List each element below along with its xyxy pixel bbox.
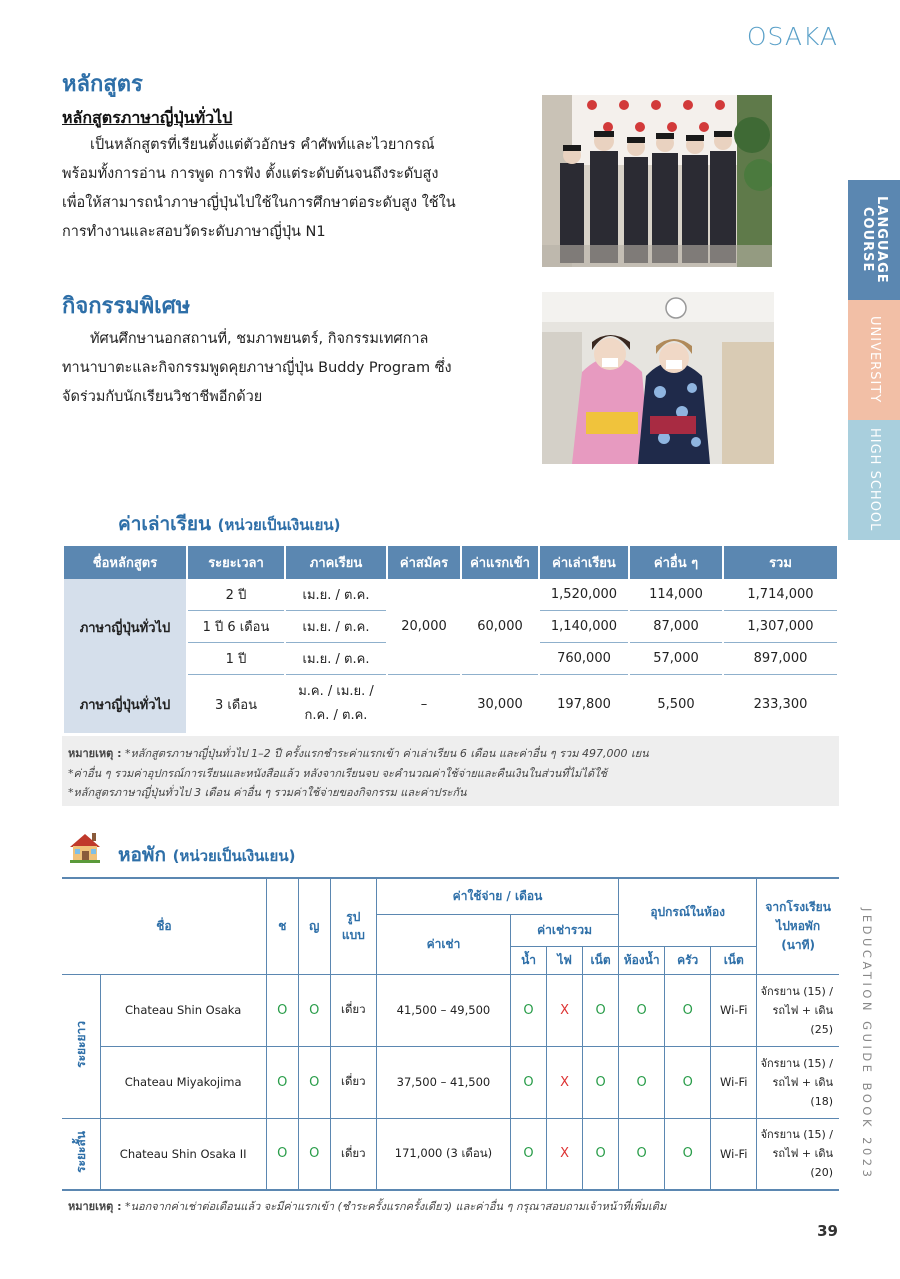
students-group-photo: [542, 95, 772, 267]
access-line: (20): [810, 1166, 833, 1180]
activity-description: [62, 325, 462, 412]
header-type-line: รูป: [346, 910, 361, 925]
application-cell: –: [420, 696, 428, 712]
table-row: [62, 1046, 839, 1118]
course-line: การทำงานและสอบวัดระดับภาษาญี่ปุ่น N1: [62, 224, 326, 240]
type-cell: เดี่ยว: [330, 974, 376, 1046]
tab-high-school[interactable]: [848, 420, 900, 540]
term-cell: เม.ย. / ต.ค.: [286, 579, 386, 611]
category-short-cell: [62, 1118, 100, 1190]
header-name: ชื่อ: [62, 878, 266, 974]
dorm-note: [68, 1197, 666, 1215]
access-line: (25): [810, 1022, 833, 1036]
dorm-unit: (หน่วยเป็นเงินเยน): [172, 847, 296, 865]
access-line: รถไฟ + เดิน: [772, 1075, 833, 1089]
header-term: ภาคเรียน: [286, 546, 386, 579]
female-cell: O: [298, 1118, 330, 1190]
header-electric: ไฟ: [547, 946, 583, 974]
fees-title-text: ค่าเล่าเรียน: [118, 513, 212, 535]
activity-line: ทัศนศึกษานอกสถานที่, ชมภาพยนตร์, กิจกรรมเทศกาล: [90, 331, 429, 347]
fees-note-line: *หลักสูตรภาษาญี่ปุ่นทั่วไป 3 เดือน ค่าอื่น ๆ รวมค่าใช้จ่ายของกิจกรรม และค่าประกัน: [68, 786, 467, 799]
application-cell: 20,000: [388, 579, 460, 675]
net-cell: O: [583, 1118, 619, 1190]
access-line: รถไฟ + เดิน: [772, 1147, 833, 1161]
term-cell: เม.ย. / ต.ค.: [286, 643, 386, 675]
header-access-line: ไปหอพัก: [776, 918, 821, 933]
category-short: ระยะสั้น: [74, 1131, 89, 1174]
course-section-title: หลักสูตร: [62, 72, 143, 97]
fees-title: [118, 509, 340, 539]
header-facilities: อุปกรณ์ในห้อง: [619, 878, 757, 946]
tab-language-course-label: LANGUAGE COURSE: [860, 196, 889, 284]
female-cell: O: [298, 974, 330, 1046]
header-monthly: ค่าใช้จ่าย / เดือน: [376, 878, 618, 914]
header-access-line: จากโรงเรียน: [765, 899, 831, 914]
dorm-note-label: หมายเหตุ :: [68, 1200, 122, 1213]
header-course-name: ชื่อหลักสูตร: [64, 546, 186, 579]
dorm-name-cell: Chateau Shin Osaka: [100, 974, 266, 1046]
tab-high-school-label: HIGH SCHOOL: [867, 428, 882, 532]
tuition-table: [62, 546, 839, 733]
bath-cell: O: [619, 1118, 665, 1190]
course-name-cell: ภาษาญี่ปุ่นทั่วไป: [64, 579, 186, 675]
entrance-cell: 60,000: [462, 579, 538, 675]
kitchen-cell: O: [665, 1046, 711, 1118]
header-water: น้ำ: [511, 946, 547, 974]
header-other: ค่าอื่น ๆ: [630, 546, 722, 579]
dorm-name-cell: Chateau Miyakojima: [100, 1046, 266, 1118]
access-cell: [757, 1046, 839, 1118]
female-cell: O: [298, 1046, 330, 1118]
page-number: 39: [817, 1222, 838, 1240]
header-male: ช: [266, 878, 298, 974]
table-row: [64, 675, 837, 733]
tuition-header-row: [64, 546, 837, 579]
duration-cell: 1 ปี: [188, 643, 284, 675]
bath-cell: O: [619, 1046, 665, 1118]
dorm-header-row: [62, 878, 839, 914]
term-line: ก.ค. / ต.ค.: [304, 708, 368, 723]
water-cell: O: [511, 1118, 547, 1190]
duration-cell: 1 ปี 6 เดือน: [188, 611, 284, 643]
kitchen-cell: O: [665, 974, 711, 1046]
yukata-event-photo: [542, 292, 774, 464]
header-kitchen: ครัว: [665, 946, 711, 974]
term-line: ม.ค. / เม.ย. /: [298, 684, 374, 699]
header-rent: ค่าเช่า: [376, 914, 510, 974]
rent-cell: 41,500 – 49,500: [376, 974, 510, 1046]
header-access-line: (นาที): [781, 937, 816, 952]
header-duration: ระยะเวลา: [188, 546, 284, 579]
type-cell: เดี่ยว: [330, 1046, 376, 1118]
table-row: [62, 974, 839, 1046]
header-included: ค่าเช่ารวม: [511, 914, 619, 946]
male-cell: O: [266, 1118, 298, 1190]
duration-cell: 3 เดือน: [215, 697, 257, 713]
access-cell: [757, 1118, 839, 1190]
electric-cell: X: [547, 1046, 583, 1118]
water-cell: O: [511, 974, 547, 1046]
electric-cell: X: [547, 1118, 583, 1190]
dorm-name-cell: Chateau Shin Osaka II: [100, 1118, 266, 1190]
type-cell: เดี่ยว: [330, 1118, 376, 1190]
city-label: OSAKA: [746, 22, 838, 51]
access-line: รถไฟ + เดิน: [772, 1003, 833, 1017]
course-line: พร้อมทั้งการอ่าน การพูด การฟัง ตั้งแต่ระดับต้นจนถึงระดับสูง: [62, 166, 439, 182]
total-cell: 1,714,000: [724, 579, 837, 611]
activity-line: ทานาบาตะและกิจกรรมพูดคุยภาษาญี่ปุ่น Buddy Program ซึ่ง: [62, 360, 452, 376]
access-line: จักรยาน (15) /: [760, 1128, 833, 1142]
tab-university-label: UNIVERSITY: [867, 316, 882, 404]
water-cell: O: [511, 1046, 547, 1118]
header-type-line: แบบ: [341, 928, 365, 943]
house-icon: [68, 830, 102, 864]
category-long: ระยะยาว: [74, 1021, 89, 1068]
header-total: รวม: [724, 546, 837, 579]
net-cell: O: [583, 974, 619, 1046]
other-cell: 114,000: [630, 579, 722, 611]
fees-note-label: หมายเหตุ :: [68, 747, 122, 760]
side-brand: JEDUCATION GUIDE BOOK 2023: [860, 908, 874, 1181]
header-tuition: ค่าเล่าเรียน: [540, 546, 628, 579]
wifi-cell: Wi-Fi: [711, 974, 757, 1046]
header-access: [757, 878, 839, 974]
course-line: เป็นหลักสูตรที่เรียนตั้งแต่ตัวอักษร คำศัพท์และไวยากรณ์: [90, 137, 435, 153]
wifi-cell: Wi-Fi: [711, 1118, 757, 1190]
fees-note-line: *หลักสูตรภาษาญี่ปุ่นทั่วไป 1–2 ปี ครั้งแรกชำระค่าแรกเข้า ค่าเล่าเรียน 6 เดือน และค่าอื่น ๆ รวม 497,000 เยน: [125, 747, 649, 760]
electric-cell: X: [547, 974, 583, 1046]
dorm-note-text: *นอกจากค่าเช่าต่อเดือนแล้ว จะมีค่าแรกเข้า (ชำระครั้งแรกครั้งเดียว) และค่าอื่น ๆ กรุณาสอบถามเจ้าหน้าที่เพิ่มเติม: [125, 1200, 667, 1213]
course-name-cell: ภาษาญี่ปุ่นทั่วไป: [64, 675, 186, 733]
tuition-cell: 1,520,000: [540, 579, 628, 611]
access-cell: [757, 974, 839, 1046]
total-cell: 233,300: [753, 696, 808, 712]
header-female: ญ: [298, 878, 330, 974]
activity-section-title: กิจกรรมพิเศษ: [62, 294, 191, 319]
male-cell: O: [266, 1046, 298, 1118]
bath-cell: O: [619, 974, 665, 1046]
dorm-table: [62, 877, 839, 1191]
term-cell: เม.ย. / ต.ค.: [286, 611, 386, 643]
term-cell: [286, 675, 386, 733]
activity-line: จัดร่วมกับนักเรียนวิชาชีพอีกด้วย: [62, 389, 263, 405]
course-description: [62, 131, 462, 247]
tab-university[interactable]: [848, 300, 900, 420]
fees-unit: (หน่วยเป็นเงินเยน): [217, 516, 341, 534]
course-subtitle: หลักสูตรภาษาญี่ปุ่นทั่วไป: [62, 108, 233, 127]
total-cell: 1,307,000: [724, 611, 837, 643]
tuition-cell: 760,000: [540, 643, 628, 675]
access-line: จักรยาน (15) /: [760, 984, 833, 998]
header-net2: เน็ต: [711, 946, 757, 974]
kitchen-cell: O: [665, 1118, 711, 1190]
category-long-cell: [62, 974, 100, 1118]
fees-note: [62, 736, 839, 806]
rent-cell: 37,500 – 41,500: [376, 1046, 510, 1118]
tab-language-course[interactable]: [848, 180, 900, 300]
male-cell: O: [266, 974, 298, 1046]
header-bath: ห้องน้ำ: [619, 946, 665, 974]
entrance-cell: 30,000: [477, 696, 523, 712]
access-line: จักรยาน (15) /: [760, 1056, 833, 1070]
other-cell: 87,000: [630, 611, 722, 643]
net-cell: O: [583, 1046, 619, 1118]
total-cell: 897,000: [724, 643, 837, 675]
header-application: ค่าสมัคร: [388, 546, 460, 579]
tuition-cell: 197,800: [557, 696, 611, 712]
fees-note-line: *ค่าอื่น ๆ รวมค่าอุปกรณ์การเรียนและหนังสือแล้ว หลังจากเรียนจบ จะคำนวณค่าใช้จ่ายและคืนเงินในส่วนที่ไม่ได้ใช้: [68, 766, 607, 780]
duration-cell: 2 ปี: [188, 579, 284, 611]
header-type: [330, 878, 376, 974]
table-row: [64, 579, 837, 611]
other-cell: 57,000: [630, 643, 722, 675]
course-line: เพื่อให้สามารถนำภาษาญี่ปุ่นไปใช้ในการศึกษาต่อระดับสูง ใช้ใน: [62, 195, 456, 211]
header-net: เน็ต: [583, 946, 619, 974]
tuition-cell: 1,140,000: [540, 611, 628, 643]
access-line: (18): [810, 1094, 833, 1108]
dorm-title: [118, 840, 295, 870]
dorm-title-text: หอพัก: [118, 844, 166, 866]
header-entrance: ค่าแรกเข้า: [462, 546, 538, 579]
other-cell: 5,500: [657, 696, 695, 712]
wifi-cell: Wi-Fi: [711, 1046, 757, 1118]
rent-cell: 171,000 (3 เดือน): [376, 1118, 510, 1190]
table-row: [62, 1118, 839, 1190]
